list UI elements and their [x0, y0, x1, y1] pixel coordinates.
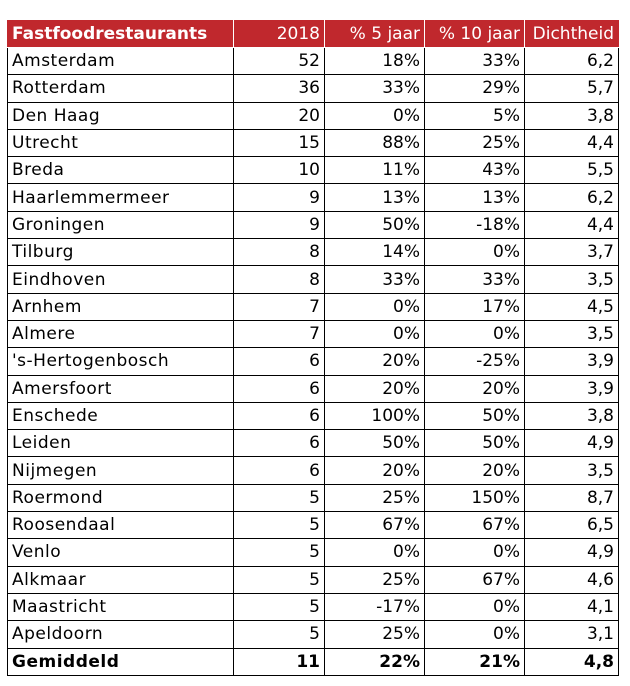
- density-cell: 5,7: [525, 75, 619, 102]
- change-5-year-cell: 67%: [325, 512, 425, 539]
- table-row: [8, 539, 619, 566]
- count-2018-cell: 10: [234, 157, 325, 184]
- count-2018-cell: 6: [234, 457, 325, 484]
- density-cell: 5,5: [525, 157, 619, 184]
- change-10-year-cell: 20%: [425, 375, 525, 402]
- count-2018-cell: 5: [234, 484, 325, 511]
- count-2018-cell: 20: [234, 102, 325, 129]
- density-cell: 4,9: [525, 430, 619, 457]
- table-row: [8, 375, 619, 402]
- count-2018-cell: 6: [234, 402, 325, 429]
- table-row: [8, 430, 619, 457]
- average-density: 4,8: [525, 648, 619, 675]
- table-row: [8, 566, 619, 593]
- city-cell: Eindhoven: [8, 266, 234, 293]
- city-cell: Den Haag: [8, 102, 234, 129]
- change-10-year-cell: 29%: [425, 75, 525, 102]
- change-5-year-cell: 13%: [325, 184, 425, 211]
- count-2018-cell: 36: [234, 75, 325, 102]
- city-cell: Roermond: [8, 484, 234, 511]
- table-row: [8, 402, 619, 429]
- change-5-year-cell: 88%: [325, 129, 425, 156]
- city-cell: Rotterdam: [8, 75, 234, 102]
- density-cell: 4,6: [525, 566, 619, 593]
- average-label: Gemiddeld: [8, 648, 234, 675]
- city-cell: Groningen: [8, 211, 234, 238]
- change-10-year-cell: -25%: [425, 348, 525, 375]
- change-10-year-cell: -18%: [425, 211, 525, 238]
- city-cell: Enschede: [8, 402, 234, 429]
- change-10-year-cell: 67%: [425, 512, 525, 539]
- header-10-year: % 10 jaar: [425, 21, 525, 48]
- density-cell: 3,9: [525, 348, 619, 375]
- change-5-year-cell: 100%: [325, 402, 425, 429]
- change-10-year-cell: 20%: [425, 457, 525, 484]
- change-10-year-cell: 25%: [425, 129, 525, 156]
- table-row: [8, 129, 619, 156]
- city-cell: Utrecht: [8, 129, 234, 156]
- table-row: [8, 211, 619, 238]
- count-2018-cell: 52: [234, 48, 325, 75]
- table-row: [8, 239, 619, 266]
- count-2018-cell: 9: [234, 211, 325, 238]
- city-cell: Arnhem: [8, 293, 234, 320]
- change-10-year-cell: 33%: [425, 48, 525, 75]
- table-header: [8, 21, 619, 48]
- change-10-year-cell: 0%: [425, 239, 525, 266]
- city-cell: Maastricht: [8, 593, 234, 620]
- density-cell: 4,4: [525, 211, 619, 238]
- change-5-year-cell: 50%: [325, 211, 425, 238]
- change-10-year-cell: 43%: [425, 157, 525, 184]
- count-2018-cell: 6: [234, 348, 325, 375]
- change-5-year-cell: 25%: [325, 621, 425, 648]
- count-2018-cell: 5: [234, 566, 325, 593]
- change-5-year-cell: 14%: [325, 239, 425, 266]
- change-5-year-cell: 0%: [325, 293, 425, 320]
- change-10-year-cell: 0%: [425, 621, 525, 648]
- change-10-year-cell: 0%: [425, 539, 525, 566]
- density-cell: 4,4: [525, 129, 619, 156]
- change-10-year-cell: 50%: [425, 402, 525, 429]
- count-2018-cell: 7: [234, 293, 325, 320]
- change-10-year-cell: 5%: [425, 102, 525, 129]
- city-cell: Amersfoort: [8, 375, 234, 402]
- change-5-year-cell: 33%: [325, 266, 425, 293]
- table-row: [8, 102, 619, 129]
- city-cell: Breda: [8, 157, 234, 184]
- density-cell: 4,5: [525, 293, 619, 320]
- change-10-year-cell: 0%: [425, 593, 525, 620]
- header-5-year: % 5 jaar: [325, 21, 425, 48]
- change-10-year-cell: 17%: [425, 293, 525, 320]
- table-row: [8, 75, 619, 102]
- average-2018: 11: [234, 648, 325, 675]
- change-5-year-cell: 20%: [325, 348, 425, 375]
- city-cell: Nijmegen: [8, 457, 234, 484]
- city-cell: Tilburg: [8, 239, 234, 266]
- average-row: [8, 648, 619, 675]
- table-row: [8, 266, 619, 293]
- header-2018: 2018: [234, 21, 325, 48]
- table-row: [8, 593, 619, 620]
- change-10-year-cell: 33%: [425, 266, 525, 293]
- fastfood-table: [7, 20, 619, 676]
- density-cell: 8,7: [525, 484, 619, 511]
- change-10-year-cell: 13%: [425, 184, 525, 211]
- density-cell: 3,8: [525, 402, 619, 429]
- table-row: [8, 293, 619, 320]
- count-2018-cell: 5: [234, 512, 325, 539]
- city-cell: Amsterdam: [8, 48, 234, 75]
- count-2018-cell: 15: [234, 129, 325, 156]
- count-2018-cell: 5: [234, 539, 325, 566]
- change-5-year-cell: 20%: [325, 457, 425, 484]
- change-5-year-cell: 0%: [325, 320, 425, 347]
- change-5-year-cell: 33%: [325, 75, 425, 102]
- table-row: [8, 621, 619, 648]
- city-cell: Alkmaar: [8, 566, 234, 593]
- change-5-year-cell: 18%: [325, 48, 425, 75]
- density-cell: 3,5: [525, 266, 619, 293]
- change-10-year-cell: 150%: [425, 484, 525, 511]
- count-2018-cell: 7: [234, 320, 325, 347]
- count-2018-cell: 6: [234, 375, 325, 402]
- count-2018-cell: 5: [234, 621, 325, 648]
- density-cell: 3,8: [525, 102, 619, 129]
- city-cell: 's-Hertogenbosch: [8, 348, 234, 375]
- table-row: [8, 184, 619, 211]
- change-5-year-cell: -17%: [325, 593, 425, 620]
- change-5-year-cell: 20%: [325, 375, 425, 402]
- change-5-year-cell: 11%: [325, 157, 425, 184]
- density-cell: 3,7: [525, 239, 619, 266]
- count-2018-cell: 8: [234, 266, 325, 293]
- change-5-year-cell: 25%: [325, 566, 425, 593]
- change-5-year-cell: 0%: [325, 539, 425, 566]
- header-city: Fastfoodrestaurants: [8, 21, 234, 48]
- average-5-year: 22%: [325, 648, 425, 675]
- table-row: [8, 457, 619, 484]
- change-5-year-cell: 0%: [325, 102, 425, 129]
- density-cell: 4,1: [525, 593, 619, 620]
- density-cell: 3,9: [525, 375, 619, 402]
- table-row: [8, 320, 619, 347]
- change-5-year-cell: 25%: [325, 484, 425, 511]
- table-row: [8, 512, 619, 539]
- change-10-year-cell: 0%: [425, 320, 525, 347]
- count-2018-cell: 9: [234, 184, 325, 211]
- table-row: [8, 48, 619, 75]
- change-5-year-cell: 50%: [325, 430, 425, 457]
- density-cell: 3,5: [525, 320, 619, 347]
- average-10-year: 21%: [425, 648, 525, 675]
- density-cell: 4,9: [525, 539, 619, 566]
- header-row: [8, 21, 619, 48]
- density-cell: 6,5: [525, 512, 619, 539]
- density-cell: 3,1: [525, 621, 619, 648]
- table-row: [8, 157, 619, 184]
- city-cell: Venlo: [8, 539, 234, 566]
- city-cell: Almere: [8, 320, 234, 347]
- density-cell: 6,2: [525, 184, 619, 211]
- city-cell: Leiden: [8, 430, 234, 457]
- density-cell: 3,5: [525, 457, 619, 484]
- table-footer: [8, 648, 619, 675]
- header-density: Dichtheid: [525, 21, 619, 48]
- table-row: [8, 484, 619, 511]
- city-cell: Roosendaal: [8, 512, 234, 539]
- count-2018-cell: 6: [234, 430, 325, 457]
- change-10-year-cell: 67%: [425, 566, 525, 593]
- table-body: [8, 48, 619, 649]
- table-row: [8, 348, 619, 375]
- density-cell: 6,2: [525, 48, 619, 75]
- count-2018-cell: 8: [234, 239, 325, 266]
- city-cell: Apeldoorn: [8, 621, 234, 648]
- count-2018-cell: 5: [234, 593, 325, 620]
- city-cell: Haarlemmermeer: [8, 184, 234, 211]
- change-10-year-cell: 50%: [425, 430, 525, 457]
